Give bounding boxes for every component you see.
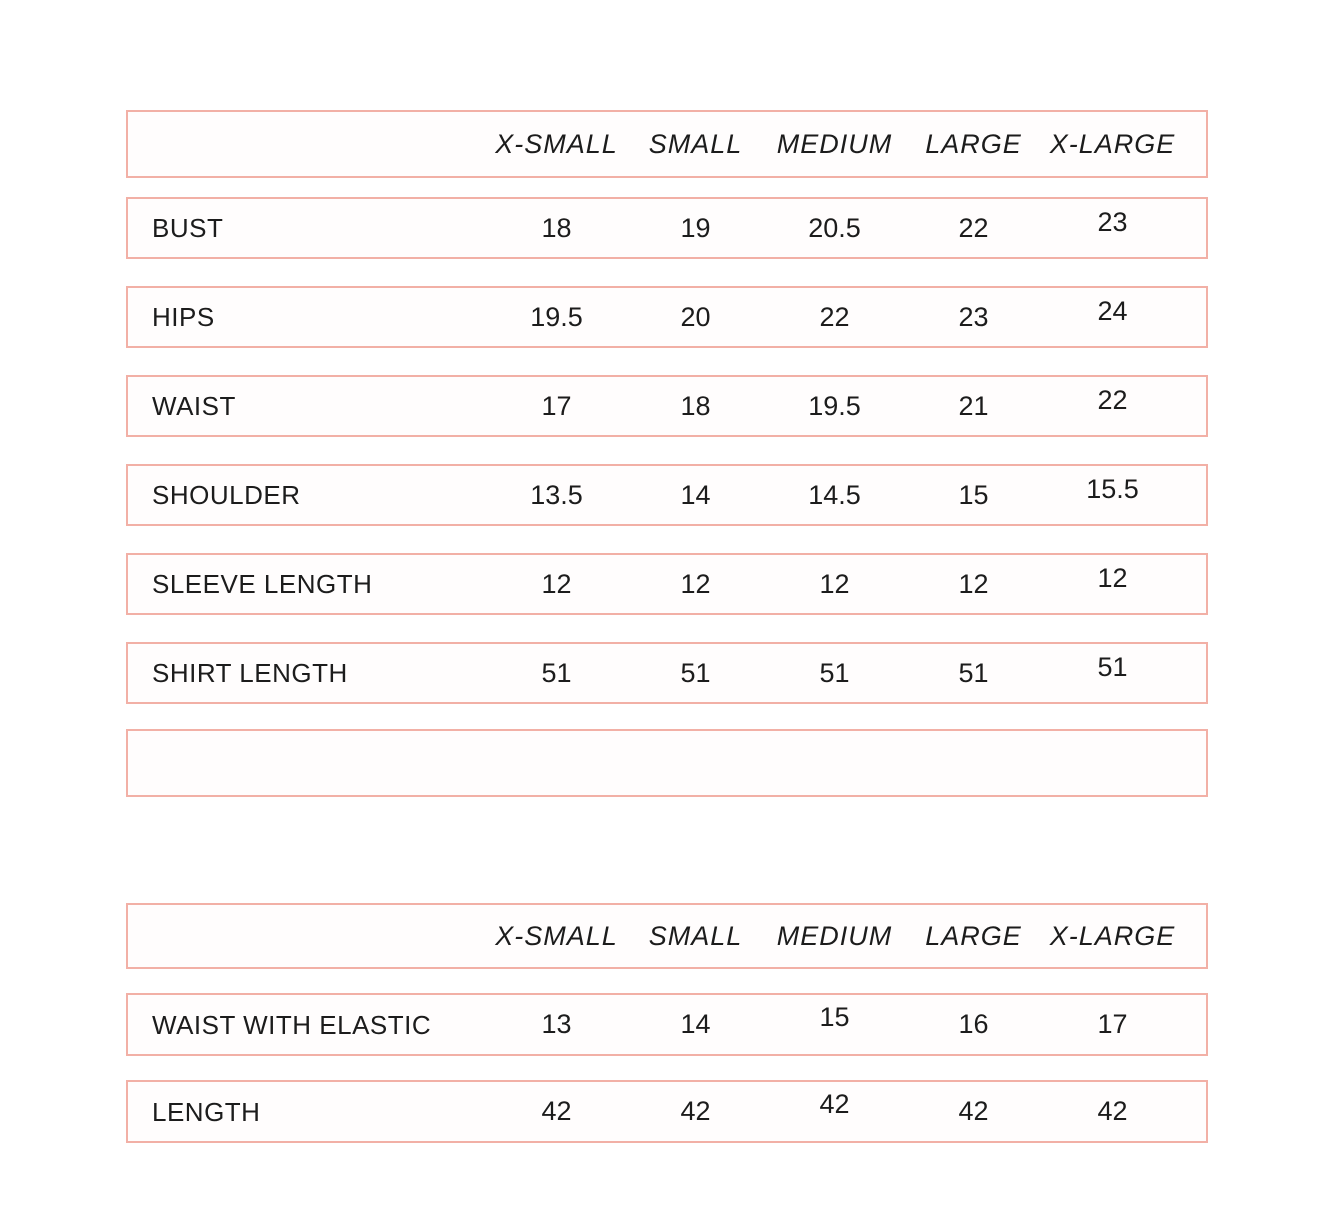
size-col-header-xlarge: X-LARGE xyxy=(1049,128,1176,159)
cell-value: 51 xyxy=(819,657,850,688)
row-label: SHOULDER xyxy=(152,480,301,510)
cell-value: 42 xyxy=(1097,1096,1128,1126)
table-row-waist-with-elastic xyxy=(126,993,1208,1056)
cell-value: 23 xyxy=(958,301,989,332)
cell-value: 42 xyxy=(819,1089,850,1119)
cell-value: 16 xyxy=(958,1009,989,1039)
cell-value: 42 xyxy=(958,1096,989,1126)
cell-value: 51 xyxy=(958,657,989,688)
size-col-header-large: LARGE xyxy=(925,128,1022,159)
cell-value: 51 xyxy=(1097,651,1128,682)
table-row-empty xyxy=(126,729,1208,797)
cell-value: 20 xyxy=(680,301,711,332)
table-row-waist xyxy=(126,375,1208,437)
cell-value: 42 xyxy=(541,1096,572,1126)
cell-value: 19 xyxy=(680,212,711,243)
size-col-header-small: SMALL xyxy=(648,128,743,159)
cell-value: 20.5 xyxy=(808,212,861,243)
cell-value: 18 xyxy=(680,390,711,421)
row-label: HIPS xyxy=(152,302,215,332)
size-header-row xyxy=(126,110,1208,178)
cell-value: 18 xyxy=(541,212,572,243)
table-row-shirt-length xyxy=(126,642,1208,704)
table-row-sleeve-length xyxy=(126,553,1208,615)
cell-value: 21 xyxy=(958,390,989,421)
cell-value: 19.5 xyxy=(530,301,583,332)
cell-value: 14 xyxy=(680,479,711,510)
cell-value: 13.5 xyxy=(530,479,583,510)
cell-value: 42 xyxy=(680,1096,711,1126)
cell-value: 14.5 xyxy=(808,479,861,510)
table-row-hips xyxy=(126,286,1208,348)
cell-value: 15 xyxy=(819,1002,850,1032)
size-col-header-medium: MEDIUM xyxy=(776,920,893,951)
cell-value: 23 xyxy=(1097,206,1128,237)
cell-value: 51 xyxy=(541,657,572,688)
cell-value: 17 xyxy=(1097,1009,1128,1039)
table-row-shoulder xyxy=(126,464,1208,526)
cell-value: 24 xyxy=(1097,295,1128,326)
size-col-header-xsmall: X-SMALL xyxy=(495,128,618,159)
cell-value: 12 xyxy=(1097,562,1128,593)
cell-value: 12 xyxy=(958,568,989,599)
size-chart-bottoms xyxy=(0,903,1320,1143)
size-col-header-xlarge: X-LARGE xyxy=(1049,920,1176,951)
cell-value: 22 xyxy=(1097,384,1128,415)
size-chart-shirt xyxy=(0,110,1320,797)
row-label: WAIST xyxy=(152,391,236,421)
cell-value: 15.5 xyxy=(1086,473,1139,504)
table-row-length xyxy=(126,1080,1208,1143)
cell-value: 19.5 xyxy=(808,390,861,421)
size-col-header-xsmall: X-SMALL xyxy=(495,920,618,951)
cell-value: 15 xyxy=(958,479,989,510)
cell-value: 17 xyxy=(541,390,572,421)
row-label: SLEEVE LENGTH xyxy=(152,569,373,599)
row-label: SHIRT LENGTH xyxy=(152,658,348,688)
size-col-header-medium: MEDIUM xyxy=(776,128,893,159)
row-label: LENGTH xyxy=(152,1096,261,1127)
cell-value: 22 xyxy=(819,301,850,332)
cell-value: 12 xyxy=(819,568,850,599)
cell-value: 12 xyxy=(541,568,572,599)
size-col-header-large: LARGE xyxy=(925,920,1022,951)
cell-value: 12 xyxy=(680,568,711,599)
size-header-row xyxy=(126,903,1208,969)
cell-value: 51 xyxy=(680,657,711,688)
row-label: WAIST WITH ELASTIC xyxy=(152,1009,432,1040)
row-label: BUST xyxy=(152,213,224,243)
cell-value: 13 xyxy=(541,1009,572,1039)
cell-value: 14 xyxy=(680,1009,711,1039)
cell-value: 22 xyxy=(958,212,989,243)
size-col-header-small: SMALL xyxy=(648,920,743,951)
table-row-bust xyxy=(126,197,1208,259)
